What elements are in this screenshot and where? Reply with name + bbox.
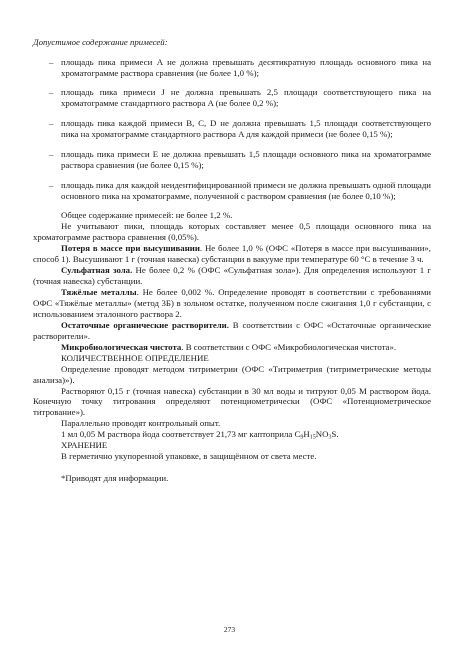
list-item: – площадь пика примеси A не должна превышать десятикратную площадь основного пика на хроматограмме раствора сравнения (не более 1,0 %); bbox=[33, 57, 431, 79]
ignore-peaks: Не учитывают пики, площадь которых составляет менее 0,5 площади основного пика на хроматограмме раствора сравнения (0,05%). bbox=[33, 221, 431, 243]
formula-part: S. bbox=[331, 429, 339, 440]
document-page bbox=[33, 37, 431, 484]
impurities-heading: Допустимое содержание примесей: bbox=[33, 37, 168, 47]
assay-method: Определение проводят методом титриметрии (ОФС «Титриметрия (титриметрические методы анализа)»). bbox=[33, 363, 431, 385]
heavy-metals-section bbox=[33, 287, 431, 320]
sulfated-ash-text: Не более 0,2 % (ОФС «Сульфатная зола»). Для определения используют 1 г (точная навеска) субстанции. bbox=[33, 265, 432, 286]
sulfated-ash-section bbox=[33, 265, 431, 287]
list-item: – площадь пика примеси J не должна превышать 2,5 площади соответствующего пика на хроматограмме стандартного раствора A (не более 0,2 %); bbox=[33, 87, 431, 109]
blank-experiment: Параллельно проводят контрольный опыт. bbox=[61, 418, 221, 429]
heavy-metals-title: Тяжёлые металлы bbox=[61, 286, 137, 297]
equivalence-text: 1 мл 0,05 М раствора йода соответствует 21,73 мг каптоприла C bbox=[61, 429, 301, 440]
equivalence-line bbox=[33, 429, 431, 440]
formula-subscript: 3 bbox=[328, 434, 332, 441]
impurities-list bbox=[33, 57, 431, 202]
microbiological-section bbox=[33, 342, 431, 353]
sulfated-ash-title: Сульфатная зола. bbox=[61, 265, 133, 276]
formula-part: NO bbox=[315, 429, 329, 440]
page-number: 273 bbox=[223, 625, 236, 634]
loss-on-drying-section bbox=[33, 243, 431, 265]
assay-procedure: Растворяют 0,15 г (точная навеска) субстанции в 30 мл воды и титруют 0,05 М раствором йода. Конечную точку титрования определяют потенциометрически (ОФС «Потенциометрическое титрование»). bbox=[33, 385, 431, 418]
microbiological-title: Микробиологическая чистота bbox=[61, 341, 182, 352]
list-item: – площадь пика каждой примеси B, C, D не должна превышать 1,5 площади соответствующего пика на хроматограмме стандартного раствора A для каждой примеси (не более 0,15 %); bbox=[33, 118, 431, 140]
footnote: *Приводят для информации. bbox=[61, 473, 169, 484]
formula-subscript: 15 bbox=[309, 434, 316, 441]
storage-heading: ХРАНЕНИЕ bbox=[61, 440, 108, 451]
list-item: – площадь пика для каждой неидентифицированной примеси не должна превышать одной площади основного пика на хроматограмме, полученной с раствором сравнения (не более 0,10 %); bbox=[33, 180, 431, 202]
spacer bbox=[33, 462, 431, 473]
microbiological-text: . В соответствии с ОФС «Микробиологическая чистота». bbox=[181, 341, 397, 352]
formula-part: H bbox=[303, 429, 310, 440]
list-item: – площадь пика примеси E не должна превышать 1,5 площади основного пика на хроматограмме раствора сравнения (не более 0,15 %); bbox=[33, 149, 431, 171]
heavy-metals-text: . Не более 0,002 %. Определение проводят в соответствии с требованиями ОФС «Тяжёлые металлы» (метод 3Б) в зольном остатке, полученном после сжигания 1,0 г субстанции, с использованием эталонного раствора 2. bbox=[33, 286, 431, 319]
assay-heading: КОЛИЧЕСТВЕННОЕ ОПРЕДЕЛЕНИЕ bbox=[61, 352, 209, 363]
residual-solvents-text: В соответствии с ОФС «Остаточные органические растворители». bbox=[33, 319, 431, 341]
loss-on-drying-text: . Не более 1,0 % (ОФС «Потеря в массе при высушивании», способ 1). Высушивают 1 г (точная навеска) субстанции в вакууме при температуре 60 °C в течение 3 ч. bbox=[33, 243, 431, 265]
residual-solvents-section bbox=[33, 320, 431, 342]
residual-solvents-title: Остаточные органические растворители. bbox=[61, 319, 229, 330]
formula-subscript: 9 bbox=[300, 434, 304, 441]
loss-on-drying-title: Потеря в массе при высушивании bbox=[61, 243, 200, 254]
storage-text: В герметично укупоренной упаковке, в защищённом от света месте. bbox=[61, 451, 317, 462]
total-impurities: Общее содержание примесей: не более 1,2 %. bbox=[61, 210, 233, 221]
